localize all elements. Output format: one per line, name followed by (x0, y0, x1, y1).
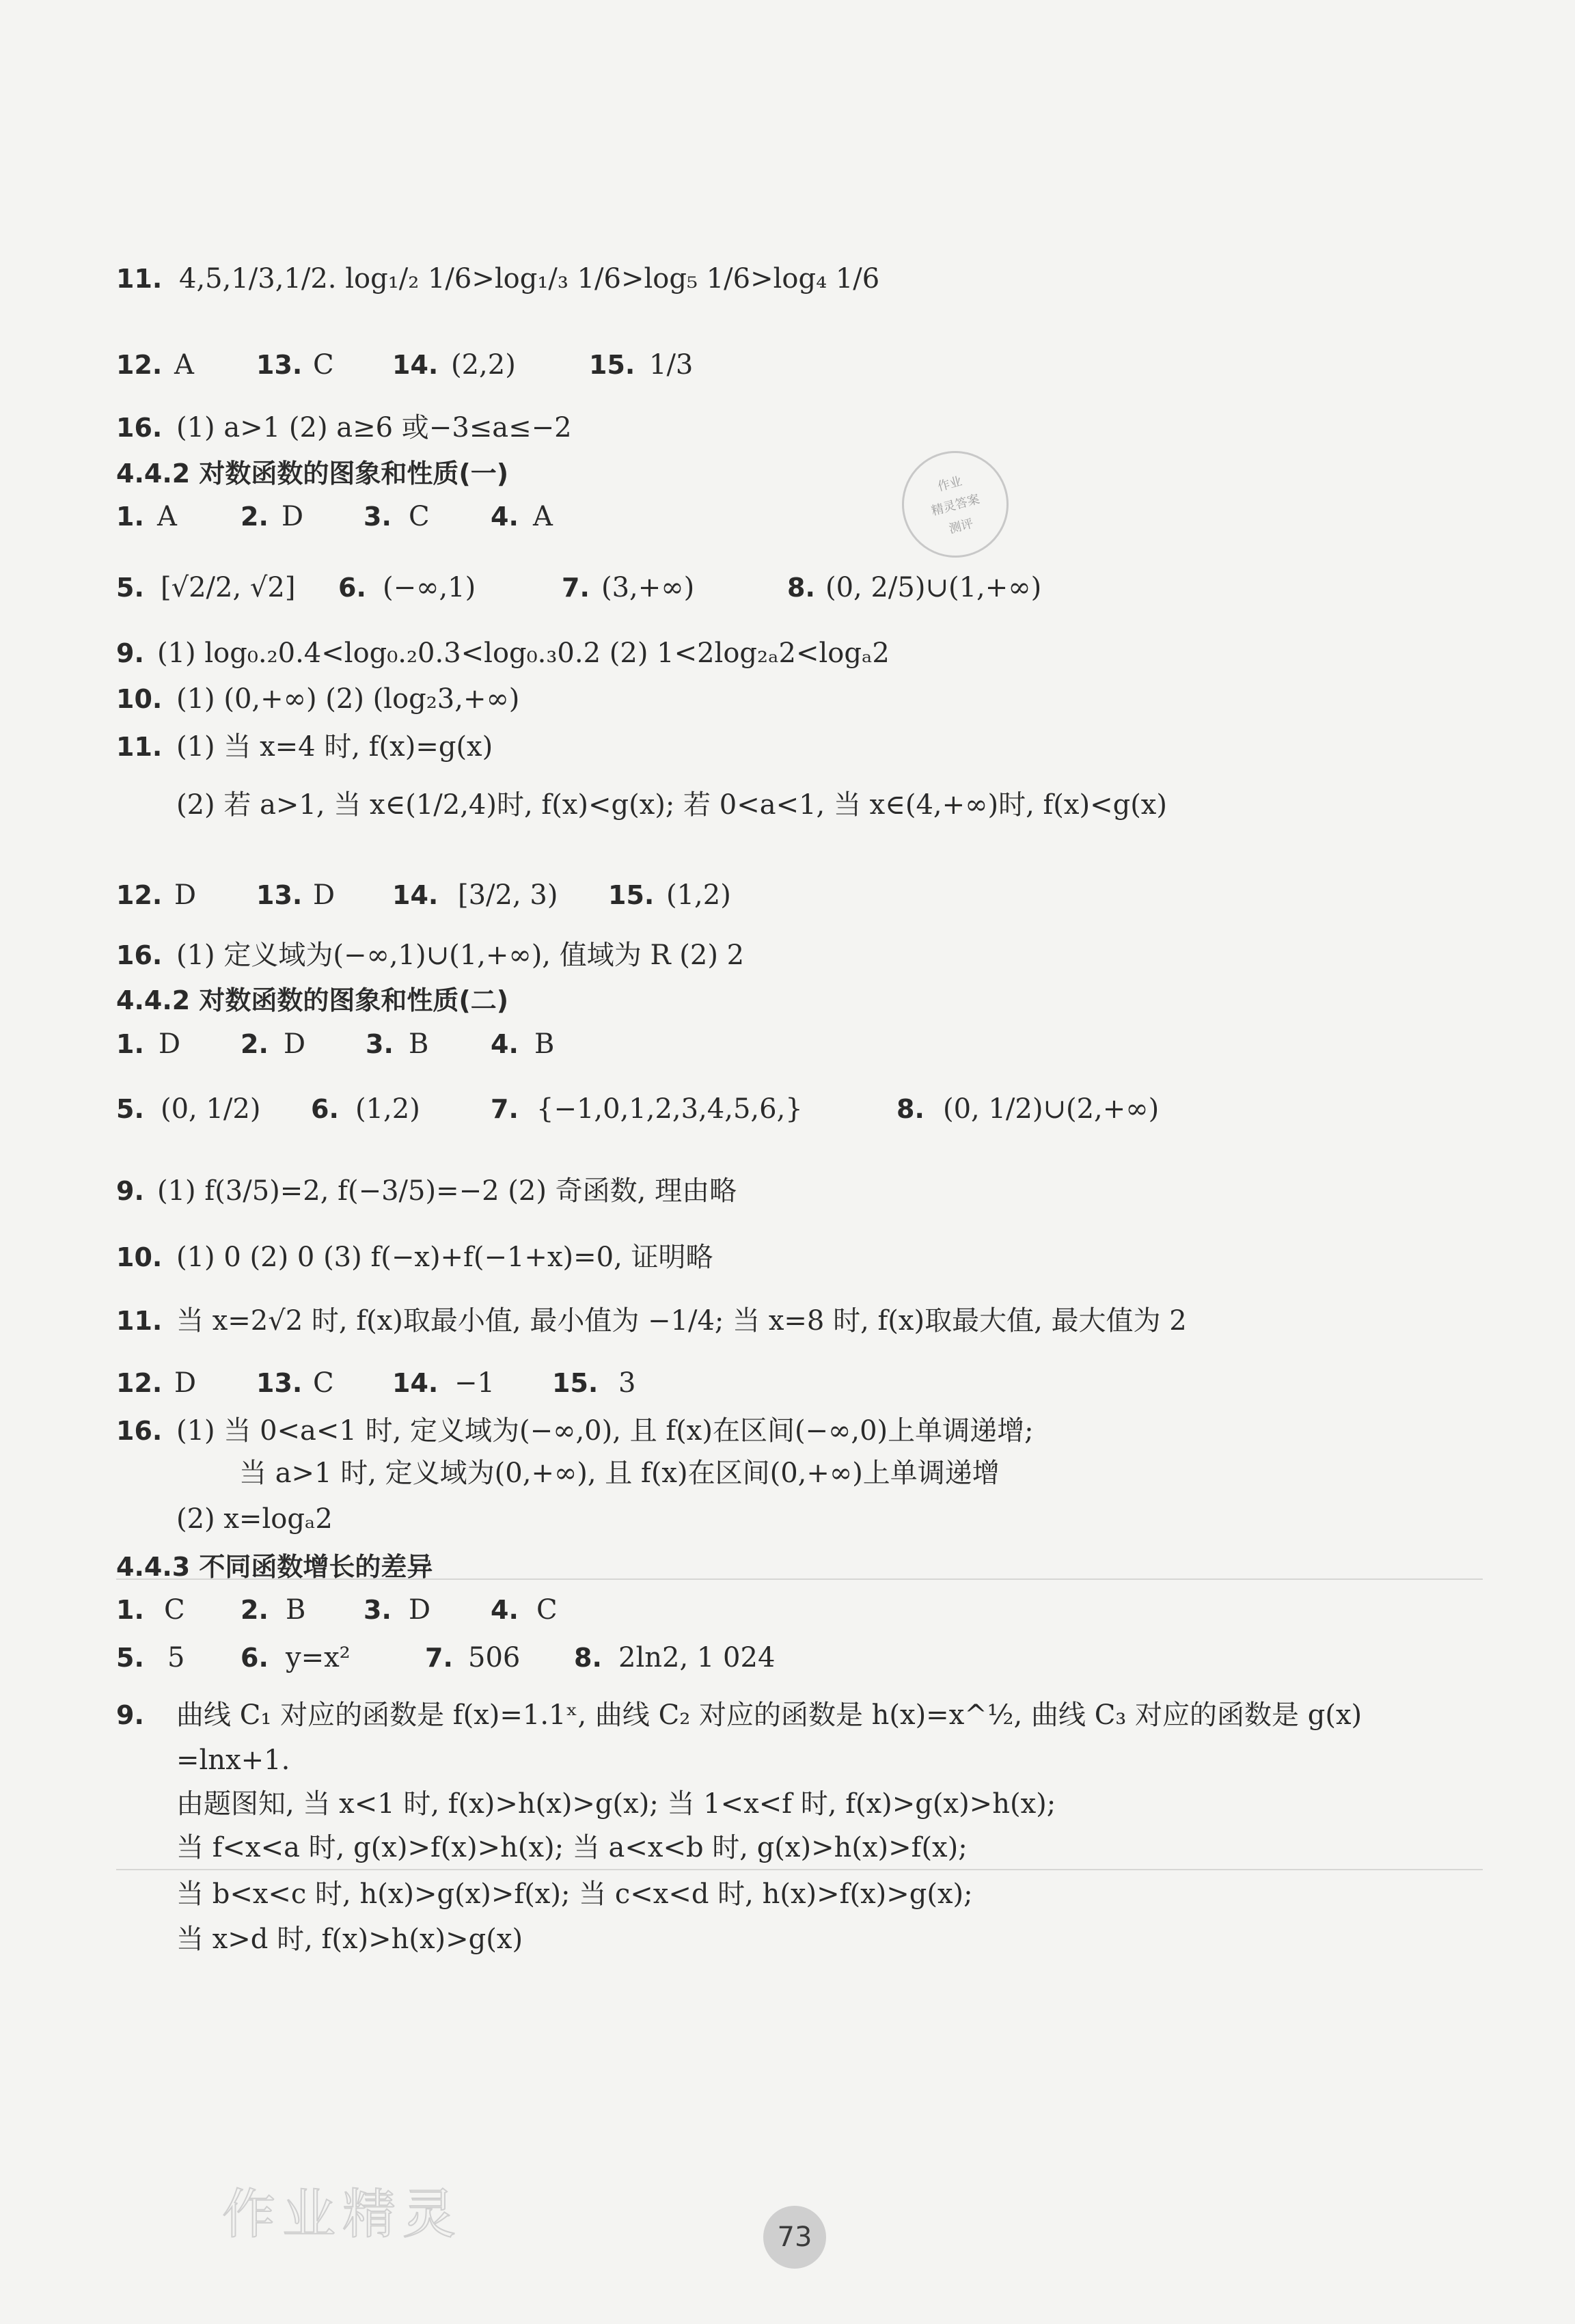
question-number: 4. (491, 502, 519, 532)
answer-text: 曲线 C₁ 对应的函数是 f(x)=1.1ˣ, 曲线 C₂ 对应的函数是 h(x)=x^½, 曲线 C₃ 对应的函数是 g(x) (176, 1699, 1362, 1731)
question-number: 8. (574, 1643, 602, 1673)
answer-text: (−∞,1) (383, 572, 476, 603)
stamp-text: 作业 (936, 474, 964, 495)
answer-text: (2) x=logₐ2 (176, 1503, 333, 1535)
answer-text: (1,2) (355, 1093, 420, 1125)
answer-text: D (313, 879, 335, 911)
answer-text: {−1,0,1,2,3,4,5,6,} (536, 1093, 803, 1125)
answer-text: (1,2) (666, 879, 731, 911)
question-number: 14. (392, 1368, 439, 1398)
answer-text: 当 x>d 时, f(x)>h(x)>g(x) (176, 1924, 523, 1955)
question-number: 9. (116, 1700, 144, 1730)
question-number: 5. (116, 1094, 144, 1124)
answer-text: 506 (468, 1642, 521, 1673)
question-number: 6. (338, 573, 366, 603)
answer-text: B (409, 1028, 429, 1060)
question-number: 13. (256, 880, 303, 910)
question-number: 9. (116, 1176, 144, 1206)
answer-text: C (409, 501, 430, 532)
answer-text: (1) 0 (2) 0 (3) f(−x)+f(−1+x)=0, 证明略 (176, 1242, 713, 1273)
question-number: 4. (491, 1595, 519, 1625)
question-number: 14. (392, 880, 439, 910)
question-number: 10. (116, 684, 163, 714)
question-number: 7. (491, 1094, 519, 1124)
answer-text: D (159, 1028, 181, 1060)
question-number: 3. (364, 1595, 392, 1625)
answer-text: A (174, 349, 194, 381)
answer-text: (1) log₀.₂0.4<log₀.₂0.3<log₀.₃0.2 (2) 1<2log₂ₐ2<logₐ2 (157, 638, 890, 669)
question-number: 13. (256, 1368, 303, 1398)
section-title: 4.4.2 对数函数的图象和性质(二) (116, 985, 509, 1015)
question-number: 4. (491, 1029, 519, 1059)
answer-text: 当 b<x<c 时, h(x)>g(x)>f(x); 当 c<x<d 时, h(x)>f(x)>g(x); (176, 1878, 973, 1910)
answer-text: (1) 定义域为(−∞,1)∪(1,+∞), 值域为 R (2) 2 (176, 940, 745, 971)
answer-text: B (286, 1594, 306, 1626)
question-number: 6. (241, 1643, 269, 1673)
question-number: 6. (311, 1094, 339, 1124)
answer-text: (1) (0,+∞) (2) (log₂3,+∞) (176, 683, 520, 715)
answer-text: C (313, 1367, 334, 1399)
answer-text: (1) 当 x=4 时, f(x)=g(x) (176, 731, 493, 763)
answer-text: A (157, 501, 177, 532)
question-number: 11. (116, 1306, 163, 1336)
question-number: 15. (608, 880, 655, 910)
answer-text: (2,2) (451, 349, 516, 381)
answer-text: C (164, 1594, 185, 1626)
watermark: 作业精灵 (222, 2184, 463, 2245)
answer-text: (2) 若 a>1, 当 x∈(1/2,4)时, f(x)<g(x); 若 0<a<1, 当 x∈(4,+∞)时, f(x)<g(x) (176, 789, 1167, 821)
answer-text: (1) 当 0<a<1 时, 定义域为(−∞,0), 且 f(x)在区间(−∞,0)上单调递增; (176, 1415, 1034, 1447)
question-number: 7. (425, 1643, 453, 1673)
answer-text: C (536, 1594, 558, 1626)
section-title: 4.4.3 不同函数增长的差异 (116, 1552, 433, 1582)
answer-text: D (174, 1367, 197, 1399)
answer-text: y=x² (286, 1642, 351, 1673)
stamp-seal (890, 439, 1020, 569)
answer-text: 当 f<x<a 时, g(x)>f(x)>h(x); 当 a<x<b 时, g(x)>h(x)>f(x); (176, 1832, 968, 1863)
answer-text: (0, 2/5)∪(1,+∞) (825, 572, 1042, 603)
question-number: 2. (241, 1029, 269, 1059)
question-number: 3. (366, 1029, 394, 1059)
answer-text: 由题图知, 当 x<1 时, f(x)>h(x)>g(x); 当 1<x<f 时, f(x)>g(x)>h(x); (176, 1788, 1056, 1820)
answer-text: 当 x=2√2 时, f(x)取最小值, 最小值为 −1/4; 当 x=8 时, f(x)取最大值, 最大值为 2 (176, 1305, 1187, 1337)
answer-text: 3 (618, 1367, 636, 1399)
question-number: 11. (116, 264, 163, 294)
answer-text: D (284, 1028, 306, 1060)
question-number: 8. (896, 1094, 925, 1124)
divider (116, 1869, 1483, 1870)
question-number: 1. (116, 1595, 144, 1625)
question-number: 11. (116, 732, 163, 762)
question-number: 14. (392, 350, 439, 380)
question-number: 12. (116, 350, 163, 380)
answer-text: C (313, 349, 334, 381)
question-number: 8. (787, 573, 815, 603)
answer-text: =lnx+1. (176, 1745, 290, 1776)
answer-text: D (282, 501, 304, 532)
question-number: 13. (256, 350, 303, 380)
question-number: 3. (364, 502, 392, 532)
answer-text: (1) a>1 (2) a≥6 或−3≤a≤−2 (176, 412, 572, 443)
question-number: 12. (116, 880, 163, 910)
question-number: 1. (116, 502, 144, 532)
question-number: 5. (116, 573, 144, 603)
question-number: 5. (116, 1643, 144, 1673)
question-number: 2. (241, 502, 269, 532)
answer-text: (0, 1/2) (161, 1093, 261, 1125)
answer-text: D (409, 1594, 431, 1626)
question-number: 16. (116, 940, 163, 970)
question-number: 2. (241, 1595, 269, 1625)
stamp-text: 测评 (947, 516, 975, 537)
question-number: 16. (116, 1416, 163, 1446)
answer-text: 1/3 (649, 349, 694, 381)
question-number: 7. (562, 573, 590, 603)
answer-text: (3,+∞) (601, 572, 695, 603)
question-number: 10. (116, 1242, 163, 1272)
answer-text: −1 (454, 1367, 495, 1399)
question-number: 15. (589, 350, 635, 380)
answer-text: 4,5,1/3,1/2. log₁/₂ 1/6>log₁/₃ 1/6>log₅ 1/6>log₄ 1/6 (179, 263, 880, 295)
answer-text: (0, 1/2)∪(2,+∞) (943, 1093, 1160, 1125)
answer-text: 2ln2, 1 024 (618, 1642, 776, 1673)
answer-text: A (533, 501, 553, 532)
answer-text: 5 (167, 1642, 185, 1673)
answer-text: D (174, 879, 197, 911)
question-number: 1. (116, 1029, 144, 1059)
answer-text: (1) f(3/5)=2, f(−3/5)=−2 (2) 奇函数, 理由略 (157, 1175, 737, 1207)
question-number: 12. (116, 1368, 163, 1398)
page-number: 73 (763, 2206, 826, 2269)
answer-text: [√2/2, √2] (161, 572, 296, 603)
answer-text: [3/2, 3) (458, 879, 558, 911)
question-number: 15. (552, 1368, 599, 1398)
stamp-text: 精灵答案 (929, 491, 981, 519)
question-number: 9. (116, 638, 144, 668)
answer-text: 当 a>1 时, 定义域为(0,+∞), 且 f(x)在区间(0,+∞)上单调递增 (239, 1458, 1000, 1489)
answer-text: B (534, 1028, 555, 1060)
question-number: 16. (116, 413, 163, 443)
section-title: 4.4.2 对数函数的图象和性质(一) (116, 459, 509, 489)
